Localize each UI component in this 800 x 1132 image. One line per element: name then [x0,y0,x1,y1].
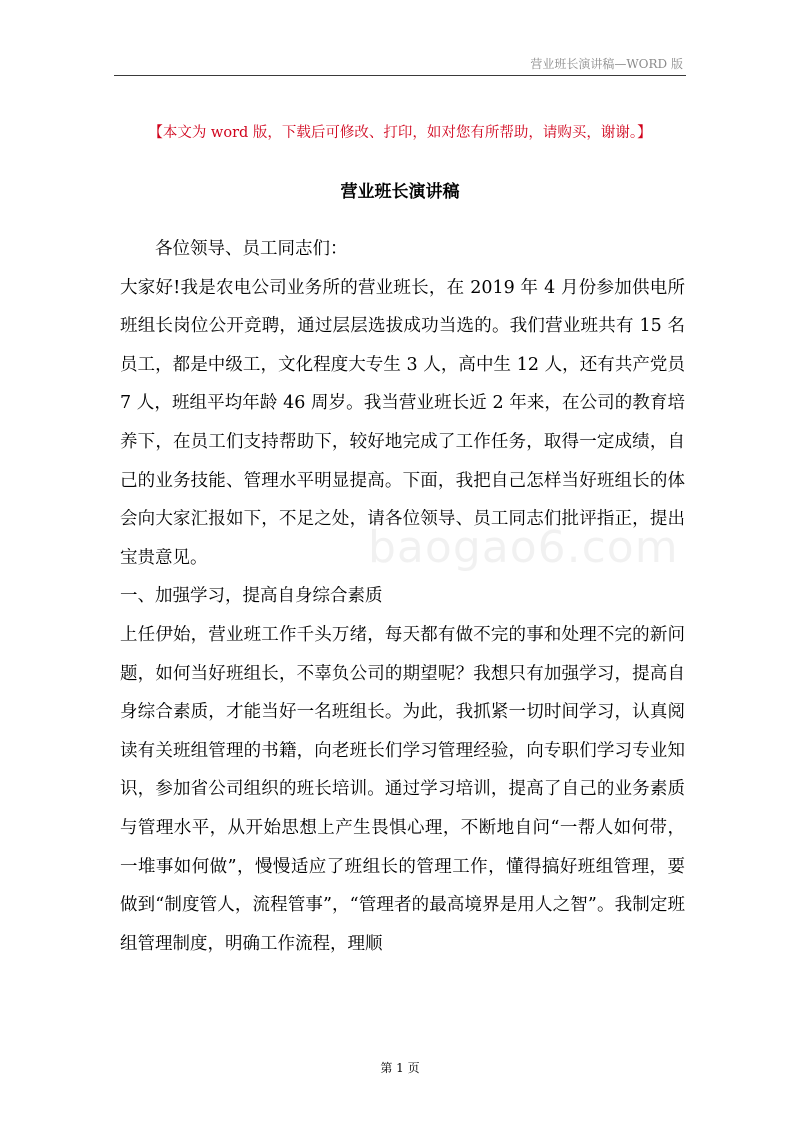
section-heading: 一、加强学习，提高自身综合素质 [120,586,383,607]
document-body [120,230,685,963]
body-paragraph: 上任伊始，营业班工作千头万绪，每天都有做不完的事和处理不完的新问题，如何当好班组长，不辜负公司的期望呢？我想只有加强学习，提高自身综合素质，才能当好一名班组长。为此，我抓紧一切时间学习，认真阅读有关班组管理的书籍，向老班长们学习管理经验，向专职们学习专业知识，参加省公司组织的班长培训。通过学习培训，提高了自己的业务素质与管理水平，从开始思想上产生畏惧心理，不断地自问“一帮人如何带，一堆事如何做”，慢慢适应了班组长的管理工作，懂得搞好班组管理，要做到“制度管人，流程管事”，“管理者的最高境界是用人之智”。我制定班组管理制度，明确工作流程，理顺 [120,624,685,954]
purchase-notice: 【本文为 word 版，下载后可修改、打印，如对您有所帮助，请购买，谢谢。】 [148,125,652,141]
page-number: 第 1 页 [380,1061,420,1075]
salutation: 各位领导、员工同志们： [155,239,348,259]
header-divider [114,75,686,76]
watermark: baogao6.com [368,522,679,573]
body-paragraph: 大家好!我是农电公司业务所的营业班长，在 2019 年 4 月份参加供电所班组长岗位公开竞聘，通过层层选拔成功当选的。我们营业班共有 15 名员工，都是中级工，文化程度大专生 3 人，高中生 12 人，还有共产党员 7 人，班组平均年龄 46 周岁。我当营业班长近 2 年来，在公司的教育培养下，在员工们支持帮助下，较好地完成了工作任务，取得一定成绩，自己的业务技能、管理水平明显提高。下面，我把自己怎样当好班组长的体会向大家汇报如下，不足之处，请各位领导、员工同志们批评指正，提出宝贵意见。 [120,277,685,568]
running-header: 营业班长演讲稿—WORD 版 [530,57,683,71]
document-title: 营业班长演讲稿 [340,182,460,202]
